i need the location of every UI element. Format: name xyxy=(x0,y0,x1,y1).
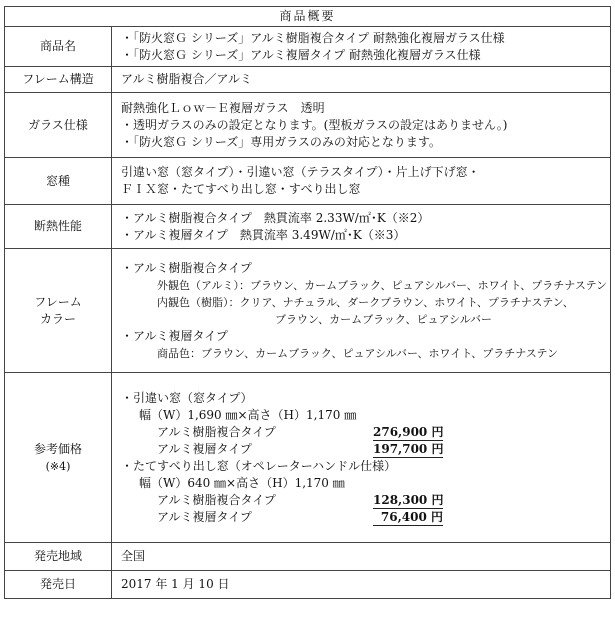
slide-composite-price-row xyxy=(121,424,610,441)
table-header: 商品概要 xyxy=(5,7,611,27)
row-label-release: 発売日 xyxy=(5,571,112,599)
product-line: ・「防火窓Ｇ シリーズ」アルミ複層タイプ 耐熱強化複層ガラス仕様 xyxy=(121,47,481,62)
price-value: 76,400 円 xyxy=(373,510,443,526)
glass-line: ・透明ガラスのみの設定となります。(型板ガラスの設定はありません。) xyxy=(121,117,508,132)
row-value-insulation xyxy=(112,205,611,249)
double-color-title: ・アルミ複層タイプ xyxy=(121,328,228,343)
casement-window-size: 幅（W）640 ㎜×高さ（H）1,170 ㎜ xyxy=(139,475,345,490)
exterior-color: 外観色（アルミ）：ブラウン、カームブラック、ピュアシルバー、ホワイト、プラチナステン xyxy=(157,278,608,292)
row-label-region: 発売地域 xyxy=(5,543,112,571)
slide-double-price-row xyxy=(121,441,610,458)
slide-window-size: 幅（W）1,690 ㎜×高さ（H）1,170 ㎜ xyxy=(139,407,357,422)
row-value-product xyxy=(112,27,611,67)
composite-color-title: ・アルミ樹脂複合タイプ xyxy=(121,260,252,275)
frame-color-label-line: フレーム xyxy=(34,294,82,309)
row-value-glass xyxy=(112,93,611,158)
glass-line: 耐熱強化Ｌｏｗ－Ｅ複層ガラス 透明 xyxy=(121,100,325,115)
row-value-window-type xyxy=(112,158,611,205)
window-type-line: ＦＩＸ窓・たてすべり出し窓・すべり出し窓 xyxy=(121,182,361,196)
product-overview-table xyxy=(4,6,611,599)
casement-double-price-row xyxy=(121,509,610,526)
price-type-label: アルミ複層タイプ xyxy=(157,441,252,456)
frame-color-label-line: カラー xyxy=(39,311,76,326)
row-label-window-type: 窓種 xyxy=(5,158,112,205)
slide-window-title: ・引違い窓（窓タイプ） xyxy=(121,390,253,405)
row-label-frame-color xyxy=(5,249,112,373)
window-type-line: 引違い窓（窓タイプ）・引違い窓（テラスタイプ）・片上げ下げ窓・ xyxy=(121,165,480,179)
row-value-release: 2017 年 1 月 10 日 xyxy=(112,571,611,599)
price-value: 128,300 円 xyxy=(373,492,444,507)
interior-color: 内観色（樹脂）：クリア、ナチュラル、ダークブラウン、ホワイト、プラチナステン、 xyxy=(157,295,574,309)
price-label: 参考価格 xyxy=(33,441,82,456)
price-note: (※4) xyxy=(45,459,71,473)
casement-window-title: ・たてすべり出し窓（オペレーターハンドル仕様） xyxy=(121,458,397,473)
insulation-line: ・アルミ樹脂複合タイプ 熱貫流率 2.33W/㎡･K（※2） xyxy=(121,210,430,225)
price-value: 197,700 円 xyxy=(373,441,444,456)
row-label-insulation: 断熱性能 xyxy=(5,205,112,249)
casement-composite-price-row xyxy=(121,492,610,509)
product-color: 商品色：ブラウン、カームブラック、ピュアシルバー、ホワイト、プラチナステン xyxy=(157,346,559,360)
product-line: ・「防火窓Ｇ シリーズ」アルミ樹脂複合タイプ 耐熱強化複層ガラス仕様 xyxy=(121,30,505,45)
row-label-price xyxy=(5,373,112,543)
row-value-frame: アルミ樹脂複合／アルミ xyxy=(112,67,611,93)
row-value-frame-color xyxy=(112,249,611,373)
price-type-label: アルミ複層タイプ xyxy=(157,509,252,524)
row-value-region: 全国 xyxy=(112,543,611,571)
price-type-label: アルミ樹脂複合タイプ xyxy=(157,424,276,439)
glass-line: ・「防火窓Ｇ シリーズ」専用ガラスのみの対応となります。 xyxy=(121,134,441,149)
row-value-price xyxy=(112,373,611,543)
row-label-product: 商品名 xyxy=(5,27,112,67)
row-label-glass: ガラス仕様 xyxy=(5,93,112,158)
interior-color-cont: ブラウン、カームブラック、ピュアシルバー xyxy=(275,312,492,326)
insulation-line: ・アルミ複層タイプ 熱貫流率 3.49W/㎡･K（※3） xyxy=(121,227,406,242)
row-label-frame: フレーム構造 xyxy=(5,67,112,93)
price-type-label: アルミ樹脂複合タイプ xyxy=(157,492,276,507)
price-value: 276,900 円 xyxy=(373,424,444,439)
